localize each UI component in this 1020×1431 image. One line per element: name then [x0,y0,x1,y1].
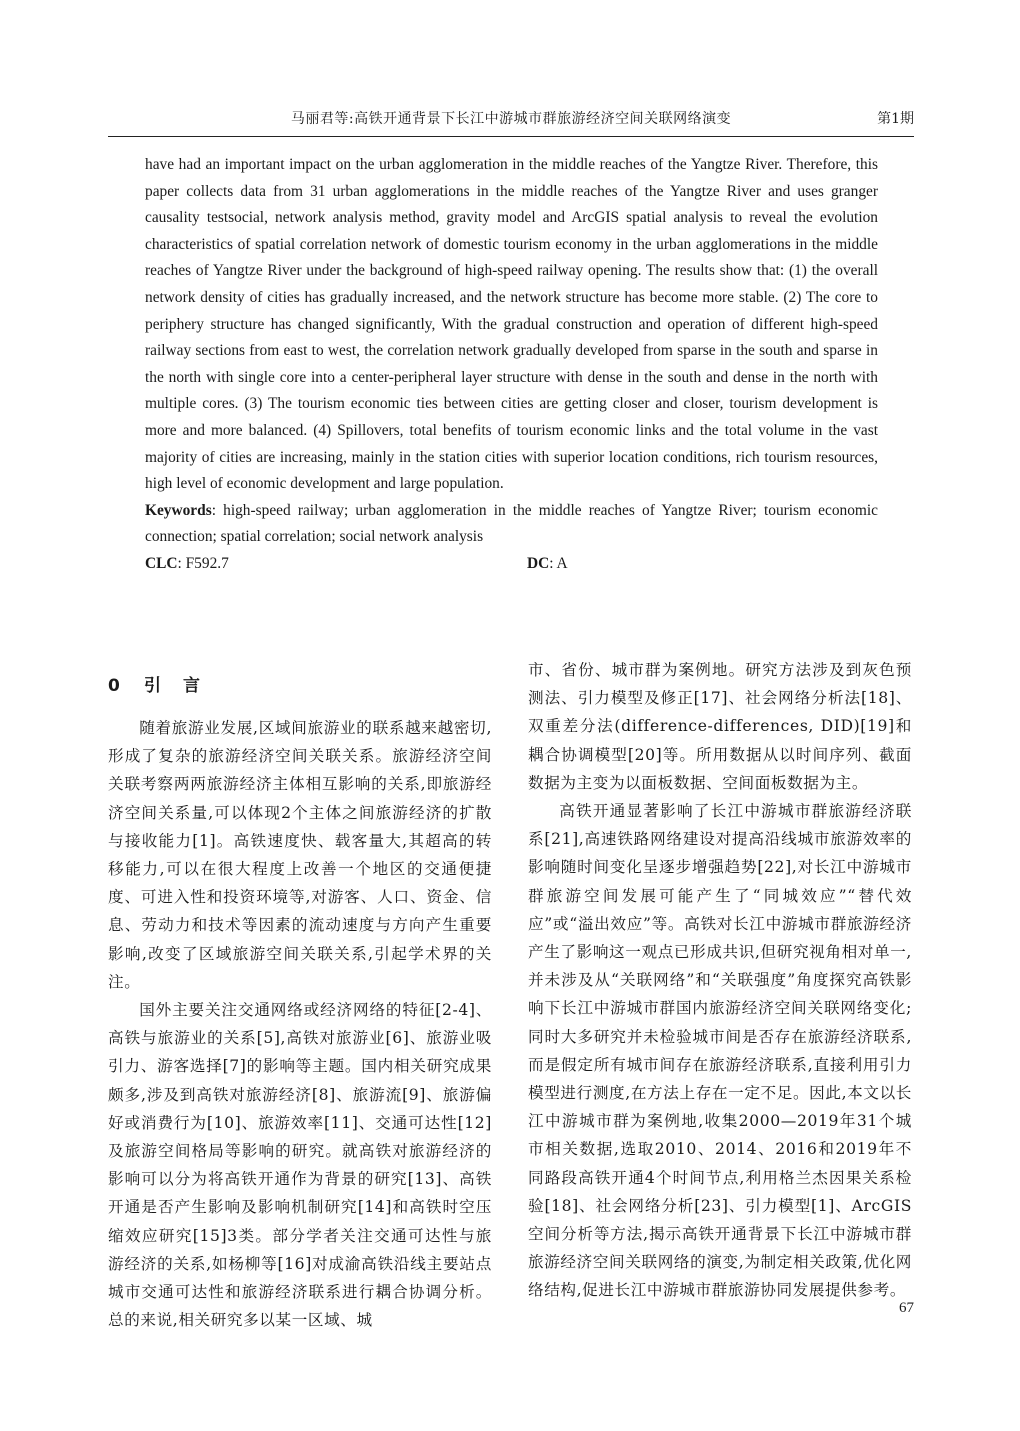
keywords-label: Keywords [145,501,212,519]
left-column [108,658,492,1334]
dc-value: : A [549,554,568,572]
clc-value: : F592.7 [177,554,229,572]
running-title: 马丽君等:高铁开通背景下长江中游城市群旅游经济空间关联网络演变 [290,111,732,127]
running-header [108,108,914,137]
section-heading [108,672,492,710]
keywords-text: : high-speed railway; urban agglomeration in the middle reaches of Yangtze River; tourism economic connection; spatial correlation; social network analysis [145,501,878,546]
keywords-line [145,498,878,551]
issue-number: 第1期 [877,111,914,127]
dc-code [527,551,568,578]
classification-row [145,551,878,578]
right-column [528,656,912,1305]
abstract-body: have had an important impact on the urban agglomeration in the middle reaches of the Yangtze River. Therefore, this paper collects data from 31 urban agglomerations in the middle reaches of the Yangtze River and uses granger causality testsocial, network analysis method, gravity model and ArcGIS spatial analysis to reveal the evolution characteristics of spatial correlation network of domestic tourism economy in the urban agglomerations in the middle reaches of Yangtze River under the background of high-speed railway opening. The results show that: (1) the overall network density of cities has gradually increased, and the network structure has become more stable. (2) The core to periphery structure has changed significantly, With the gradual construction and operation of different high-speed railway sections from east to west, the correlation network gradually developed from sparse in the south and sparse in the north with single core into a center-peripheral layer structure with dense in the south and dense in the north with multiple cores. (3) The tourism economic ties between cities are getting closer and closer, tourism development is more and more balanced. (4) Spillovers, total benefits of tourism economic links and the total volume in the vast majority of cities are increasing, mainly in the station cities with superior location conditions, rich tourism resources, high level of economic development and large population. [145,156,878,493]
clc-label: CLC [145,554,178,572]
paragraph: 国外主要关注交通网络或经济网络的特征[2-4]、高铁与旅游业的关系[5],高铁对旅游业[6]、旅游业吸引力、游客选择[7]的影响等主题。国内相关研究成果颇多,涉及到高铁对旅游经济[8]、旅游流[9]、旅游偏好或消费行为[10]、旅游效率[11]、交通可达性[12]及旅游空间格局等影响的研究。就高铁对旅游经济的影响可以分为将高铁开通作为背景的研究[13]、高铁开通是否产生影响及影响机制研究[14]和高铁时空压缩效应研究[15]3类。部分学者关注交通可达性与旅游经济的关系,如杨柳等[16]对成渝高铁沿线主要站点城市交通可达性和旅游经济联系进行耦合协调分析。总的来说,相关研究多以某一区域、城 [108,1001,492,1330]
paragraph: 高铁开通显著影响了长江中游城市群旅游经济联系[21],高速铁路网络建设对提高沿线城市旅游效率的影响随时间变化呈逐步增强趋势[22],对长江中游城市群旅游空间发展可能产生了“同城效应”“替代效应”或“溢出效应”等。高铁对长江中游城市群旅游经济产生了影响这一观点已形成共识,但研究视角相对单一,并未涉及从“关联网络”和“关联强度”角度探究高铁影响下长江中游城市群国内旅游经济空间关联网络变化;同时大多研究并未检验城市间是否存在旅游经济联系,而是假定所有城市间存在旅游经济联系,直接利用引力模型进行测度,在方法上存在一定不足。因此,本文以长江中游城市群为案例地,收集2000—2019年31个城市相关数据,选取2010、2014、2016和2019年不同路段高铁开通4个时间节点,利用格兰杰因果关系检验[18]、社会网络分析[23]、引力模型[1]、ArcGIS空间分析等方法,揭示高铁开通背景下长江中游城市群旅游经济空间关联网络的演变,为制定相关政策,优化网络结构,促进长江中游城市群旅游协同发展提供参考。 [528,802,912,1300]
clc-code [145,551,229,578]
paragraph: 随着旅游业发展,区域间旅游业的联系越来越密切,形成了复杂的旅游经济空间关联关系。旅游经济空间关联考察两两旅游经济主体相互影响的关系,即旅游经济空间关系量,可以体现2个主体之间旅游经济的扩散与接收能力[1]。高铁速度快、载客量大,其超高的转移能力,可以在很大程度上改善一个地区的交通便捷度、可进入性和投资环境等,对游客、人口、资金、信息、劳动力和技术等因素的流动速度与方向产生重要影响,改变了区域旅游空间关联关系,引起学术界的关注。 [108,719,492,991]
english-abstract [145,152,878,578]
paragraph: 市、省份、城市群为案例地。研究方法涉及到灰色预测法、引力模型及修正[17]、社会网络分析法[18]、双重差分法(difference-differences, DID)[19]和耦合协调模型[20]等。所用数据从以时间序列、截面数据为主变为以面板数据、空间面板数据为主。 [528,661,912,792]
section-title: 引言 [144,676,222,696]
section-number: 0 [108,676,120,696]
dc-label: DC [527,554,550,572]
page-number: 67 [899,1300,914,1316]
